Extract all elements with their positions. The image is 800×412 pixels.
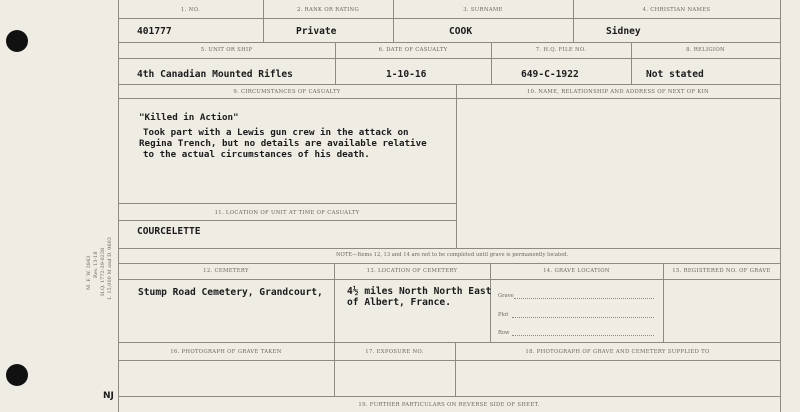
location-cemetery-line-1: 4½ miles North North East — [347, 286, 492, 297]
religion-label: 8. RELIGION — [686, 47, 725, 53]
side-print-3: H.Q. 1772-39-0238 — [100, 247, 106, 296]
exposure-label: 17. EXPOSURE NO. — [365, 349, 424, 355]
corner-mark: NJ — [103, 391, 114, 401]
cemetery-value: Stump Road Cemetery, Grandcourt, — [138, 287, 323, 298]
side-print-4: 1. 15,000 M and D. 9603 — [107, 237, 113, 300]
circumstances-line-1: "Killed in Action" — [139, 112, 239, 123]
location-cemetery-label: 13. LOCATION OF CEMETERY — [366, 268, 458, 274]
date-casualty-label: 6. DATE OF CASUALTY — [378, 47, 448, 53]
note-text: NOTE—Items 12, 13 and 14 are not to be completed until grave is permanently located. — [336, 252, 569, 258]
surname-value: COOK — [449, 26, 473, 37]
location-cemetery-line-2: of Albert, France. — [347, 297, 451, 308]
row-field-label: Row — [498, 330, 510, 336]
location-unit-value: COURCELETTE — [137, 226, 201, 237]
unit-label: 5. UNIT OR SHIP — [200, 47, 253, 53]
cemetery-label: 12. CEMETERY — [203, 268, 249, 274]
plot-field-label: Plot — [498, 312, 509, 318]
hq-file-value: 649-C-1922 — [521, 69, 579, 80]
religion-value: Not stated — [646, 69, 704, 80]
rank-label: 2. RANK OR RATING — [297, 7, 359, 13]
circumstances-line-2: Took part with a Lewis gun crew in the attack on — [143, 127, 409, 138]
photo-supplied-label: 18. PHOTOGRAPH OF GRAVE AND CEMETERY SUPPLIED TO — [525, 349, 710, 355]
rank-value: Private — [296, 26, 337, 37]
side-print-2: Rev. 13-18 — [93, 251, 99, 278]
further-particulars-label: 19. FURTHER PARTICULARS ON REVERSE SIDE OF SHEET. — [358, 402, 540, 408]
date-casualty-value: 1-10-16 — [386, 69, 427, 80]
no-value: 401777 — [137, 26, 172, 37]
surname-label: 3. SURNAME — [463, 7, 503, 13]
christian-names-label: 4. CHRISTIAN NAMES — [642, 7, 711, 13]
registered-no-label: 15. REGISTERED NO. OF GRAVE — [672, 268, 771, 274]
no-label: 1. NO. — [181, 7, 200, 13]
circumstances-text — [139, 112, 427, 160]
row-field-line — [512, 335, 654, 336]
grave-field-label: Grave — [498, 293, 514, 299]
side-print-1: M. F. W. 2843 — [86, 255, 92, 290]
circumstances-line-3: Regina Trench, but no details are available relative — [139, 138, 427, 149]
christian-names-value: Sidney — [606, 26, 641, 37]
punch-hole-top — [6, 30, 28, 52]
unit-value: 4th Canadian Mounted Rifles — [137, 69, 293, 80]
circumstances-line-4: to the actual circumstances of his death. — [143, 149, 370, 160]
photo-taken-label: 16. PHOTOGRAPH OF GRAVE TAKEN — [170, 349, 282, 355]
grave-location-label: 14. GRAVE LOCATION — [543, 268, 610, 274]
next-of-kin-label: 10. NAME, RELATIONSHIP AND ADDRESS OF NEXT OF KIN — [526, 89, 709, 95]
plot-field-line — [512, 317, 654, 318]
hq-file-label: 7. H.Q. FILE NO. — [535, 47, 587, 53]
grave-field-line — [514, 298, 654, 299]
punch-hole-bottom — [6, 364, 28, 386]
circumstances-label: 9. CIRCUMSTANCES OF CASUALTY — [233, 89, 341, 95]
location-unit-label: 11. LOCATION OF UNIT AT TIME OF CASUALTY — [214, 210, 360, 216]
